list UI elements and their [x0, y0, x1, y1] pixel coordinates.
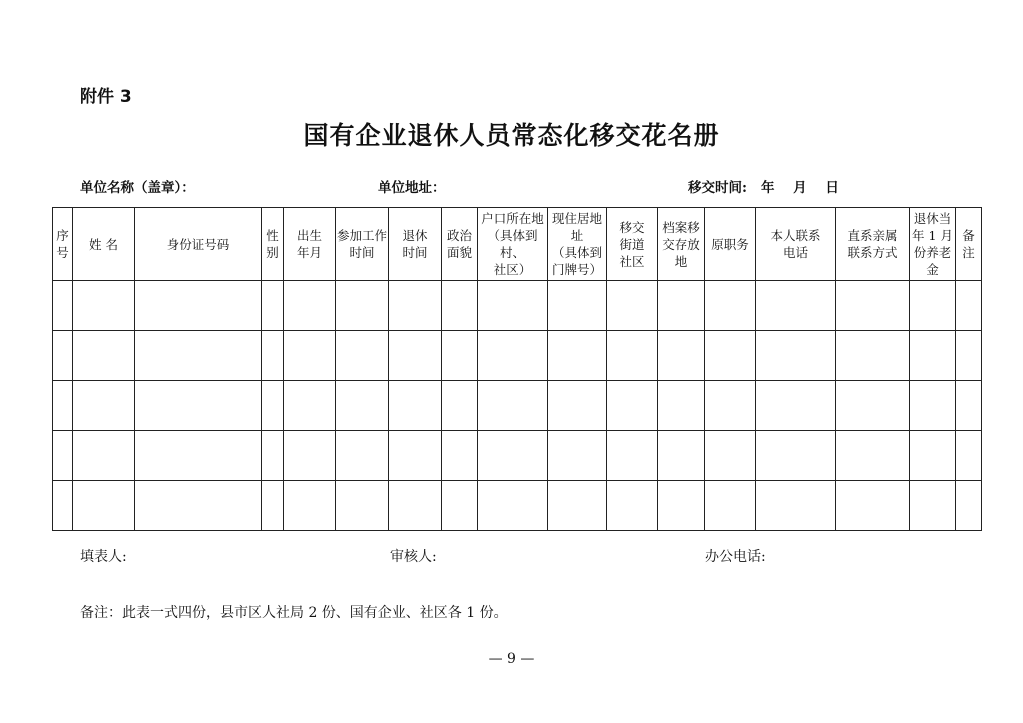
table-cell[interactable]: [705, 281, 756, 331]
filler-label: 填表人:: [80, 549, 127, 565]
table-cell[interactable]: [658, 431, 705, 481]
table-cell[interactable]: [548, 381, 607, 431]
table-cell[interactable]: [442, 281, 478, 331]
table-cell[interactable]: [756, 381, 836, 431]
table-row: [53, 481, 982, 531]
table-cell[interactable]: [548, 431, 607, 481]
table-cell[interactable]: [389, 431, 442, 481]
reviewer-label: 审核人:: [390, 549, 437, 565]
column-header: 现住居地址 （具体到 门牌号）: [548, 208, 607, 281]
page-number: — 9 —: [488, 651, 535, 667]
table-cell[interactable]: [910, 431, 956, 481]
table-cell[interactable]: [836, 281, 910, 331]
column-header: 户口所在地 （具体到村、 社区）: [478, 208, 548, 281]
table-cell[interactable]: [548, 481, 607, 531]
column-header: 身份证号码: [135, 208, 262, 281]
table-cell[interactable]: [262, 281, 284, 331]
header-row: [53, 208, 982, 281]
table-cell[interactable]: [135, 281, 262, 331]
table-cell[interactable]: [607, 381, 658, 431]
table-cell[interactable]: [910, 381, 956, 431]
table-cell[interactable]: [73, 381, 135, 431]
table-cell[interactable]: [658, 481, 705, 531]
office-phone-label: 办公电话:: [705, 549, 766, 565]
column-header: 备 注: [956, 208, 982, 281]
transfer-time: [688, 176, 839, 196]
table-cell[interactable]: [478, 481, 548, 531]
table-cell[interactable]: [262, 431, 284, 481]
document-title: 国有企业退休人员常态化移交花名册: [303, 121, 720, 150]
date-parts: 年 月 日: [760, 180, 839, 196]
table-cell[interactable]: [548, 331, 607, 381]
column-header: 姓 名: [73, 208, 135, 281]
table-cell[interactable]: [836, 381, 910, 431]
table-row: [53, 381, 982, 431]
unit-name-label: 单位名称（盖章）：: [80, 180, 195, 196]
table-cell[interactable]: [478, 431, 548, 481]
table-cell[interactable]: [705, 381, 756, 431]
table-cell[interactable]: [478, 381, 548, 431]
table-cell[interactable]: [389, 381, 442, 431]
table-cell[interactable]: [336, 381, 389, 431]
table-cell[interactable]: [705, 331, 756, 381]
table-row: [53, 431, 982, 481]
table-cell[interactable]: [53, 281, 73, 331]
table-cell[interactable]: [607, 481, 658, 531]
table-cell[interactable]: [910, 281, 956, 331]
table-cell[interactable]: [910, 481, 956, 531]
column-header: 参加工作 时间: [336, 208, 389, 281]
table-cell[interactable]: [910, 331, 956, 381]
table-cell[interactable]: [607, 431, 658, 481]
column-header: 序 号: [53, 208, 73, 281]
table-row: [53, 331, 982, 381]
table-cell[interactable]: [705, 431, 756, 481]
table-cell[interactable]: [336, 331, 389, 381]
table-cell[interactable]: [389, 281, 442, 331]
table-cell[interactable]: [262, 331, 284, 381]
table-cell[interactable]: [956, 331, 982, 381]
transfer-time-label: 移交时间:: [688, 180, 747, 196]
table-cell[interactable]: [284, 331, 336, 381]
table-cell[interactable]: [442, 431, 478, 481]
table-cell[interactable]: [135, 381, 262, 431]
column-header: 原职务: [705, 208, 756, 281]
table-cell[interactable]: [442, 481, 478, 531]
table-cell[interactable]: [389, 481, 442, 531]
table-cell[interactable]: [658, 281, 705, 331]
table-cell[interactable]: [284, 431, 336, 481]
roster-table: [52, 207, 982, 531]
column-header: 档案移 交存放 地: [658, 208, 705, 281]
table-cell[interactable]: [478, 331, 548, 381]
table-cell[interactable]: [135, 331, 262, 381]
column-header: 退休 时间: [389, 208, 442, 281]
table-cell[interactable]: [262, 381, 284, 431]
table-cell[interactable]: [73, 281, 135, 331]
column-header: 政治 面貌: [442, 208, 478, 281]
table-cell[interactable]: [756, 281, 836, 331]
table-cell[interactable]: [836, 481, 910, 531]
table-cell[interactable]: [836, 331, 910, 381]
table-cell[interactable]: [53, 331, 73, 381]
table-cell[interactable]: [442, 331, 478, 381]
table-cell[interactable]: [389, 331, 442, 381]
table-cell[interactable]: [956, 381, 982, 431]
table-cell[interactable]: [607, 331, 658, 381]
unit-address-label: 单位地址：: [378, 180, 446, 196]
table-body: [53, 281, 982, 531]
table-cell[interactable]: [956, 431, 982, 481]
column-header: 出生 年月: [284, 208, 336, 281]
table-cell[interactable]: [607, 281, 658, 331]
table-cell[interactable]: [336, 481, 389, 531]
column-header: 本人联系 电话: [756, 208, 836, 281]
table-cell[interactable]: [73, 331, 135, 381]
table-cell[interactable]: [336, 431, 389, 481]
note-text: 备注：此表一式四份，县市区人社局 2 份、国有企业、社区各 1 份。: [80, 605, 508, 621]
table-cell[interactable]: [658, 381, 705, 431]
table-cell[interactable]: [73, 431, 135, 481]
column-header: 直系亲属 联系方式: [836, 208, 910, 281]
attachment-label: 附件 3: [80, 87, 132, 107]
table-cell[interactable]: [956, 481, 982, 531]
table-cell[interactable]: [658, 331, 705, 381]
table-cell[interactable]: [442, 381, 478, 431]
table-cell[interactable]: [836, 431, 910, 481]
table-cell[interactable]: [73, 481, 135, 531]
column-header: 性 别: [262, 208, 284, 281]
table-cell[interactable]: [336, 281, 389, 331]
table-cell[interactable]: [478, 281, 548, 331]
table-cell[interactable]: [135, 431, 262, 481]
table-cell[interactable]: [53, 381, 73, 431]
table-cell[interactable]: [284, 481, 336, 531]
table-cell[interactable]: [756, 431, 836, 481]
table-cell[interactable]: [53, 431, 73, 481]
table-cell[interactable]: [284, 381, 336, 431]
table-cell[interactable]: [53, 481, 73, 531]
table-cell[interactable]: [705, 481, 756, 531]
table-row: [53, 281, 982, 331]
table-cell[interactable]: [548, 281, 607, 331]
table-cell[interactable]: [262, 481, 284, 531]
table-cell[interactable]: [756, 481, 836, 531]
table-cell[interactable]: [135, 481, 262, 531]
table-cell[interactable]: [756, 331, 836, 381]
column-header: 退休当 年 1 月 份养老 金: [910, 208, 956, 281]
table-cell[interactable]: [956, 281, 982, 331]
table-cell[interactable]: [284, 281, 336, 331]
column-header: 移交 街道 社区: [607, 208, 658, 281]
